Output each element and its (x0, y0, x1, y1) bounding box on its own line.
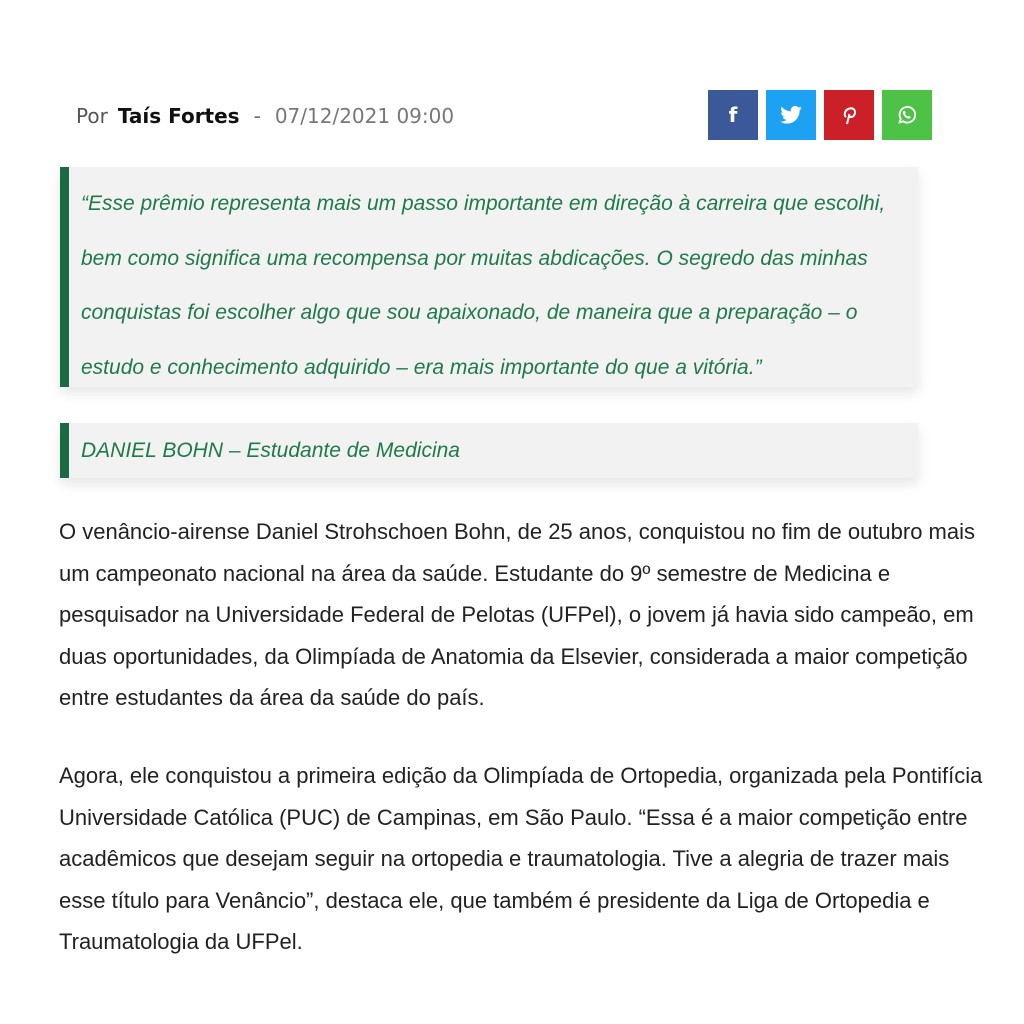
whatsapp-icon (896, 104, 918, 126)
quote-attribution (60, 423, 918, 478)
share-pinterest-button[interactable] (824, 90, 874, 140)
quote-line: conquistas foi escolher algo que sou apaixonado, de maneira que a preparação – o (81, 301, 858, 324)
facebook-icon: f (728, 103, 738, 127)
byline-separator: - (253, 104, 261, 128)
article-paragraph-1: O venâncio-airense Daniel Strohschoen Bohn, de 25 anos, conquistou no fim de outubro mais um campeonato nacional na área da saúde. Estudante do 9º semestre de Medicina e pesquisador na Universidade Federal de Pelotas (UFPel), o jovem já havia sido campeão, em duas oportunidades, da Olimpíada de Anatomia da Elsevier, considerada a maior competição entre estudantes da área da saúde do país. (59, 519, 976, 710)
author-name[interactable]: Taís Fortes (117, 104, 240, 128)
article-paragraph-2: Agora, ele conquistou a primeira edição da Olimpíada de Ortopedia, organizada pela Pontifícia Universidade Católica (PUC) de Campinas, em São Paulo. “Essa é a maior competição entre acadêmicos que desejam seguir na ortopedia e traumatologia. Tive a alegria de trazer mais esse título para Venâncio”, destaca ele, que também é presidente da Liga de Ortopedia e Traumatologia da UFPel. (59, 763, 983, 954)
pinterest-icon (841, 105, 857, 125)
byline-prefix: Por (76, 104, 108, 128)
share-twitter-button[interactable] (766, 90, 816, 140)
pull-quote (60, 167, 918, 387)
share-whatsapp-button[interactable] (882, 90, 932, 140)
share-facebook-button[interactable] (708, 90, 758, 140)
attribution-text: DANIEL BOHN – Estudante de Medicina (81, 438, 460, 462)
quote-line: bem como significa uma recompensa por muitas abdicações. O segredo das minhas (81, 246, 868, 270)
publish-date: 07/12/2021 09:00 (274, 104, 455, 128)
article-byline (76, 100, 454, 132)
twitter-icon (780, 106, 802, 124)
quote-line: estudo e conhecimento adquirido – era mais importante do que a vitória.” (81, 355, 762, 379)
share-buttons (708, 90, 932, 140)
quote-line: “Esse prêmio representa mais um passo importante em direção à carreira que escolhi, (81, 192, 886, 215)
